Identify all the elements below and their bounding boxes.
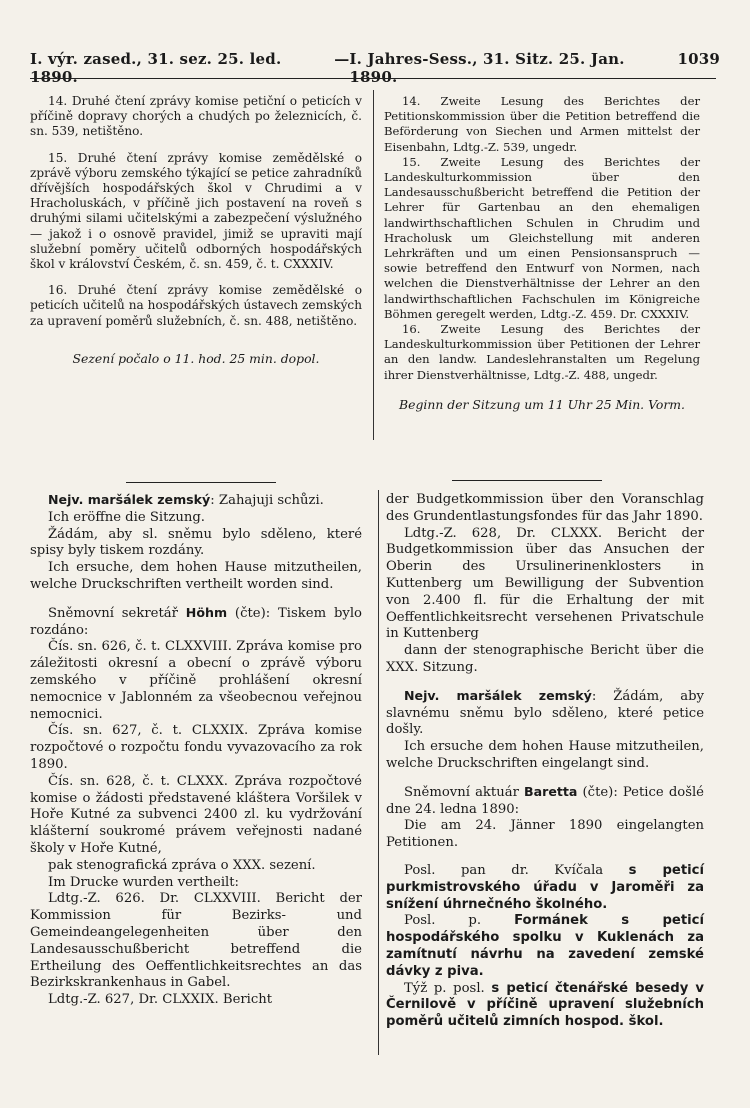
- agenda-item-16-de: 16. Zweite Lesung des Berichtes der Landeskulturkommission über Petitionen der Lehrer an den landw. Landeslehranstalten um Regelung ihrer Dienstverhältnisse, Ldtg.-Z. 488, ungedr.: [384, 322, 700, 382]
- agenda-item-14-de: 14. Zweite Lesung des Berichtes der Petitionskommission über die Petition betreffend die Beförderung von Siechen und Armen mittelst der Eisenbahn, Ldtg.-Z. 539, ungedr.: [384, 94, 700, 154]
- marshal-statement-3: Nejv. maršálek zemský: Žádám, aby slavnému sněmu bylo sděleno, které petice došly.: [386, 687, 704, 738]
- marshal-statement-1-de: Ich eröffne die Sitzung.: [48, 509, 205, 525]
- marshal-statement-3-de: Ich ersuche dem hohen Hause mitzutheilen, welche Druckschriften eingelangt sind.: [386, 739, 704, 771]
- de-print-626: Ldtg.-Z. 626. Dr. CLXXVIII. Bericht der Kommission für Bezirks- und Gemeindeangelegenheiten über den Landesausschußbericht betreffend die Ertheilung des Oeffentlichkeitsrechtes an das Bezirkskrankenhaus in Gabel.: [30, 891, 362, 991]
- agenda-item-15-de: 15. Zweite Lesung des Berichtes der Landeskulturkommission über den Landesausschußbericht betreffend die Petition der Lehrer für Gartenbau an den ehemaligen landwirthschaftlichen Schulen in Chrudim und Hracholusk um Gleichstellung mit anderen Lehrkräften und um einen Pensionsanspruch — sowie betreffend den Entwurf von Normen, nach welchen die Dienstverhältnisse der Lehrer an den landwirthschaftlichen Fachschulen im Königreiche Böhmen geregelt werden, Ldtg.-Z. 459. Dr. CXXXIV.: [384, 154, 700, 321]
- petition-1: Posl. pan dr. Kvíčala s peticí purkmistrovského úřadu v Jaroměři za snížení úhrnečného školného.: [386, 862, 704, 912]
- actuary-name: Baretta: [524, 783, 578, 799]
- header-german: I. Jahres-Sess., 31. Sitz. 25. Jan. 1890.: [349, 50, 625, 86]
- speaker-name: Nejv. maršálek zemský: [404, 687, 592, 703]
- section-separator-right: [452, 480, 602, 481]
- agenda-item-15-cz: 15. Druhé čtení zprávy komise zemědělské o zprávě výboru zemského týkající se petice zahradníků dřívějších hospodářských škol v Chrudimi a v Hracholuskách, v příčině jich postavení na roveň s druhými silami učitelskými a zabezpečení výslužného — jakož i o osnově pravidel, jimiž se upraviti mají služební poměry učitelů odborných hospodářských škol v království Českém, č. sn. 459, č. t. CXXXIV.: [30, 150, 362, 272]
- marshal-statement-2: Žádám, aby sl. sněmu bylo sděleno, které spisy byly tiskem rozdány.: [30, 526, 362, 559]
- print-626: Čís. sn. 626, č. t. CLXXVIII. Zpráva komise pro záležitosti okresní a obecní o zprávě výboru zemského v příčině prohlášení okresní nemocnice v Jablonném za všeobecnou veřejnou nemocnici.: [30, 639, 362, 722]
- agenda-item-16-cz: 16. Druhé čtení zprávy komise zemědělské o peticích učitelů na hospodářských ústavech zemských za upravení poměrů služebních, č. sn. 488, netištěno.: [30, 283, 362, 328]
- de-print-intro: Im Drucke wurden vertheilt:: [48, 874, 239, 890]
- de-print-628: Ldtg.-Z. 628, Dr. CLXXX. Bericht der Budgetkommission über das Ansuchen der Oberin des Ursulinerinenklosters in Kuttenberg um Bewilligung der Subvention von 2.400 fl. für die Erhaltung der mit Oeffentlichkeitsrecht versehenen Privatschule in Kuttenberg: [386, 525, 704, 642]
- column-divider-bottom: [378, 490, 379, 1055]
- marshal-statement-2-de: Ich ersuche, dem hohen Hause mitzutheilen, welche Druckschriften vertheilt worden sind.: [30, 560, 362, 592]
- header-rule: [30, 78, 716, 79]
- header-czech: I. výr. zased., 31. sez. 25. led. 1890.: [30, 50, 282, 86]
- agenda-item-14-cz: 14. Druhé čtení zprávy komise petiční o peticích v příčině dopravy chorých a chudých po železnicích, č. sn. 539, netištěno.: [30, 94, 362, 139]
- secretary-name: Höhm: [185, 604, 228, 620]
- header-dash: —: [334, 50, 350, 68]
- session-start-cz: Sezení počalo o 11. hod. 25 min. dopol.: [72, 350, 320, 366]
- section-separator-left: [126, 482, 276, 483]
- de-print-627: Ldtg.-Z. 627, Dr. CLXXIX. Bericht: [48, 992, 273, 1008]
- column-divider-top: [373, 90, 374, 440]
- session-start-de: Beginn der Sitzung um 11 Uhr 25 Min. Vorm.: [399, 396, 685, 412]
- print-628: Čís. sn. 628, č. t. CLXXX. Zpráva rozpočtové komise o žádosti představené kláštera Voršilek v Hoře Kutné za subvenci 2400 zl. ku vydržování klášterní soukromé právem veřejnosti nadané školy v Hoře Kutné,: [30, 773, 362, 856]
- actuary-statement: Sněmovní aktuár Baretta (čte): Petice došlé dne 24. ledna 1890:: [386, 783, 704, 817]
- proceedings-left-column: [30, 492, 362, 1009]
- page-header: [30, 50, 720, 86]
- marshal-statement-1: Nejv. maršálek zemský: Zahajuji schůzi.: [48, 492, 324, 508]
- stenographic-report: pak stenografická zpráva o XXX. sezení.: [48, 857, 316, 873]
- petition-3: Týž p. posl. s peticí čtenářské besedy v Černilově v příčině upravení služebních poměrů učitelů zimních hospod. škol.: [386, 980, 704, 1030]
- agenda-czech: [30, 94, 362, 366]
- agenda-german: [384, 94, 700, 412]
- page-number: 1039: [677, 50, 720, 68]
- de-stenographic-report: dann der stenographische Bericht über die XXX. Sitzung.: [386, 643, 704, 675]
- print-627: Čís. sn. 627, č. t. CLXXIX. Zpráva komise rozpočtové o rozpočtu fondu vyvazovacího za rok 1890.: [30, 723, 362, 772]
- speaker-name: Nejv. maršálek zemský: [48, 492, 211, 507]
- actuary-statement-de: Die am 24. Jänner 1890 eingelangten Petitionen.: [386, 818, 704, 851]
- secretary-statement: Sněmovní sekretář Höhm (čte): Tiskem bylo rozdáno:: [30, 604, 362, 638]
- petition-2: Posl. p. Formánek s peticí hospodářského spolku v Kuklenách za zamítnutí návrhu na zavedení zemské dávky z piva.: [386, 913, 704, 979]
- de-print-627-cont: der Budgetkommission über den Voranschlag des Grundentlastungsfondes für das Jahr 1890.: [386, 492, 704, 524]
- proceedings-right-column: [386, 492, 704, 1031]
